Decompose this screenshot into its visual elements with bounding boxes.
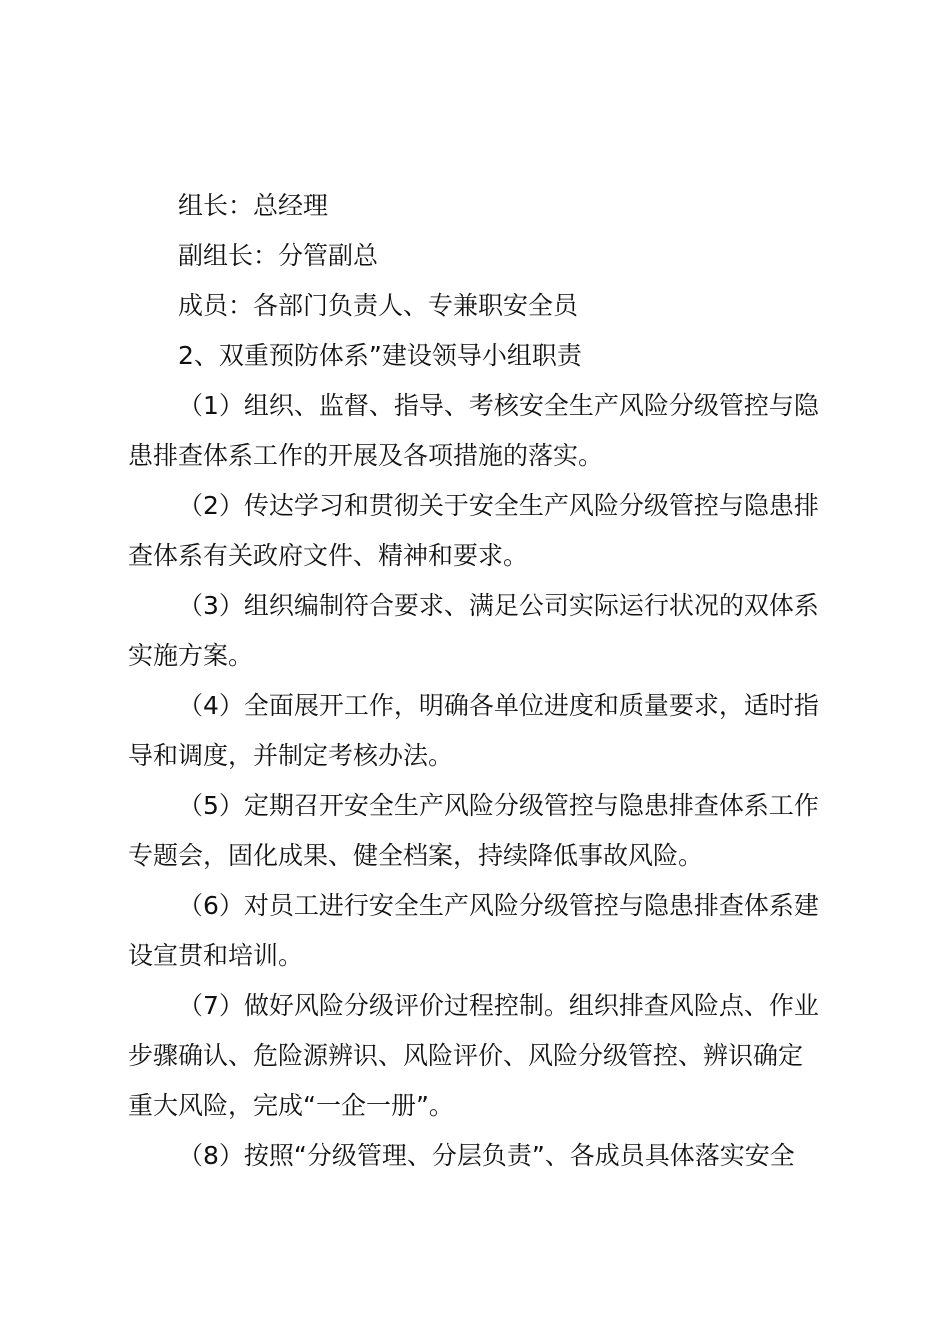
paragraph-line: （7）做好风险分级评价过程控制。组织排查风险点、作业: [178, 991, 819, 1020]
paragraph-line: （5）定期召开安全生产风险分级管控与隐患排查体系工作: [178, 791, 819, 820]
duty-paragraph-3: [128, 581, 834, 681]
section-heading: 2、双重预防体系”建设领导小组职责: [178, 341, 582, 370]
paragraph-line: 重大风险，完成“一企一册”。: [128, 1091, 454, 1120]
paragraph-line: （2）传达学习和贯彻关于安全生产风险分级管控与隐患排: [178, 491, 819, 520]
duty-paragraph-6: [128, 881, 834, 981]
paragraph-line: 设宣贯和培训。: [128, 941, 304, 970]
paragraph-line: 查体系有关政府文件、精神和要求。: [128, 541, 529, 570]
paragraph-line: （8）按照“分级管理、分层负责”、各成员具体落实安全: [178, 1141, 795, 1170]
duty-paragraph-5: [128, 781, 834, 881]
paragraph-line: （4）全面展开工作，明确各单位进度和质量要求，适时指: [178, 691, 819, 720]
document-body: [128, 181, 834, 1181]
group-leader-line: 组长：总经理: [178, 191, 329, 220]
paragraph-line: 实施方案。: [128, 641, 254, 670]
duty-paragraph-4: [128, 681, 834, 781]
deputy-leader-line: 副组长：分管副总: [178, 241, 379, 270]
paragraph-line: 专题会，固化成果、健全档案，持续降低事故风险。: [128, 841, 704, 870]
paragraph-line: 患排查体系工作的开展及各项措施的落实。: [128, 441, 604, 470]
duty-paragraph-1: [128, 381, 834, 481]
paragraph-line: （3）组织编制符合要求、满足公司实际运行状况的双体系: [178, 591, 819, 620]
paragraph-line: （6）对员工进行安全生产风险分级管控与隐患排查体系建: [178, 891, 819, 920]
duty-paragraph-8: [128, 1131, 834, 1181]
duty-paragraph-7: [128, 981, 834, 1131]
paragraph-line: （1）组织、监督、指导、考核安全生产风险分级管控与隐: [178, 391, 819, 420]
members-line: 成员：各部门负责人、专兼职安全员: [178, 291, 579, 320]
duty-paragraph-2: [128, 481, 834, 581]
paragraph-line: 步骤确认、危险源辨识、风险评价、风险分级管控、辨识确定: [128, 1041, 804, 1070]
paragraph-line: 导和调度，并制定考核办法。: [128, 741, 454, 770]
